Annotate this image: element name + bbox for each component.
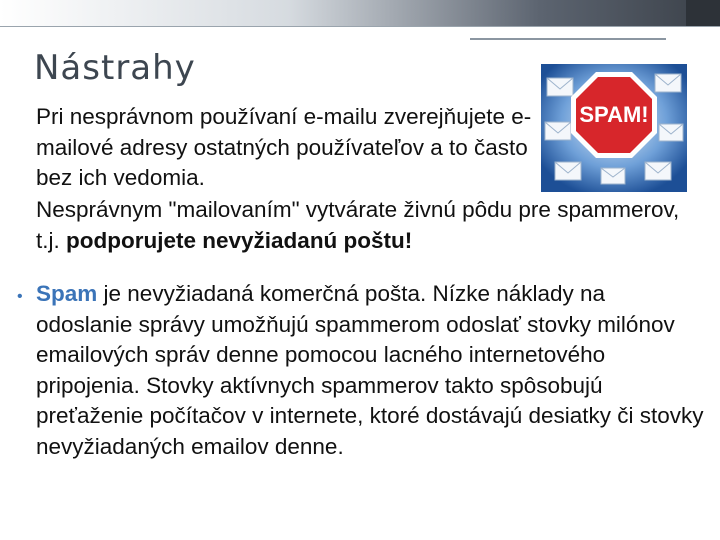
bullet-spam-definition xyxy=(36,279,706,462)
slide-title: Nástrahy xyxy=(34,48,196,88)
bullet-body-text: je nevyžiadaná komerčná pošta. Nízke náklady na odoslanie správy umožňujú spammerom odoslať stovky milónov emailových správ denne pomocou lacného internetového pripojenia. Stovky aktívnych spammerov takto spôsobujú preťaženie počítačov v internete, ktoré dostávajú desiatky či stovky nevyžiadaných emailov denne. xyxy=(36,281,704,459)
paragraph-spam-support xyxy=(36,195,706,256)
spam-sign-icon xyxy=(571,72,657,158)
top-gradient xyxy=(0,0,720,26)
title-accent-rule xyxy=(470,38,666,40)
top-stripe xyxy=(686,0,720,26)
paragraph-spam-support-bold: podporujete nevyžiadanú poštu! xyxy=(66,227,413,253)
paragraph-email-exposure: Pri nesprávnom používaní e-mailu zverejňujete e-mailové adresy ostatných používateľov a to často bez ich vedomia. xyxy=(36,104,532,190)
top-decoration-bar xyxy=(0,0,720,26)
bullet-lead-term: Spam xyxy=(36,281,98,306)
bullet-icon: • xyxy=(17,288,23,305)
spam-sign-text: SPAM! xyxy=(579,102,649,127)
spam-illustration xyxy=(541,64,687,192)
paragraph-spam-support-text: Nesprávnym "mailovaním" vytvárate živnú pôdu pre spammerov, t.j. xyxy=(36,197,680,253)
top-rule xyxy=(0,26,720,27)
